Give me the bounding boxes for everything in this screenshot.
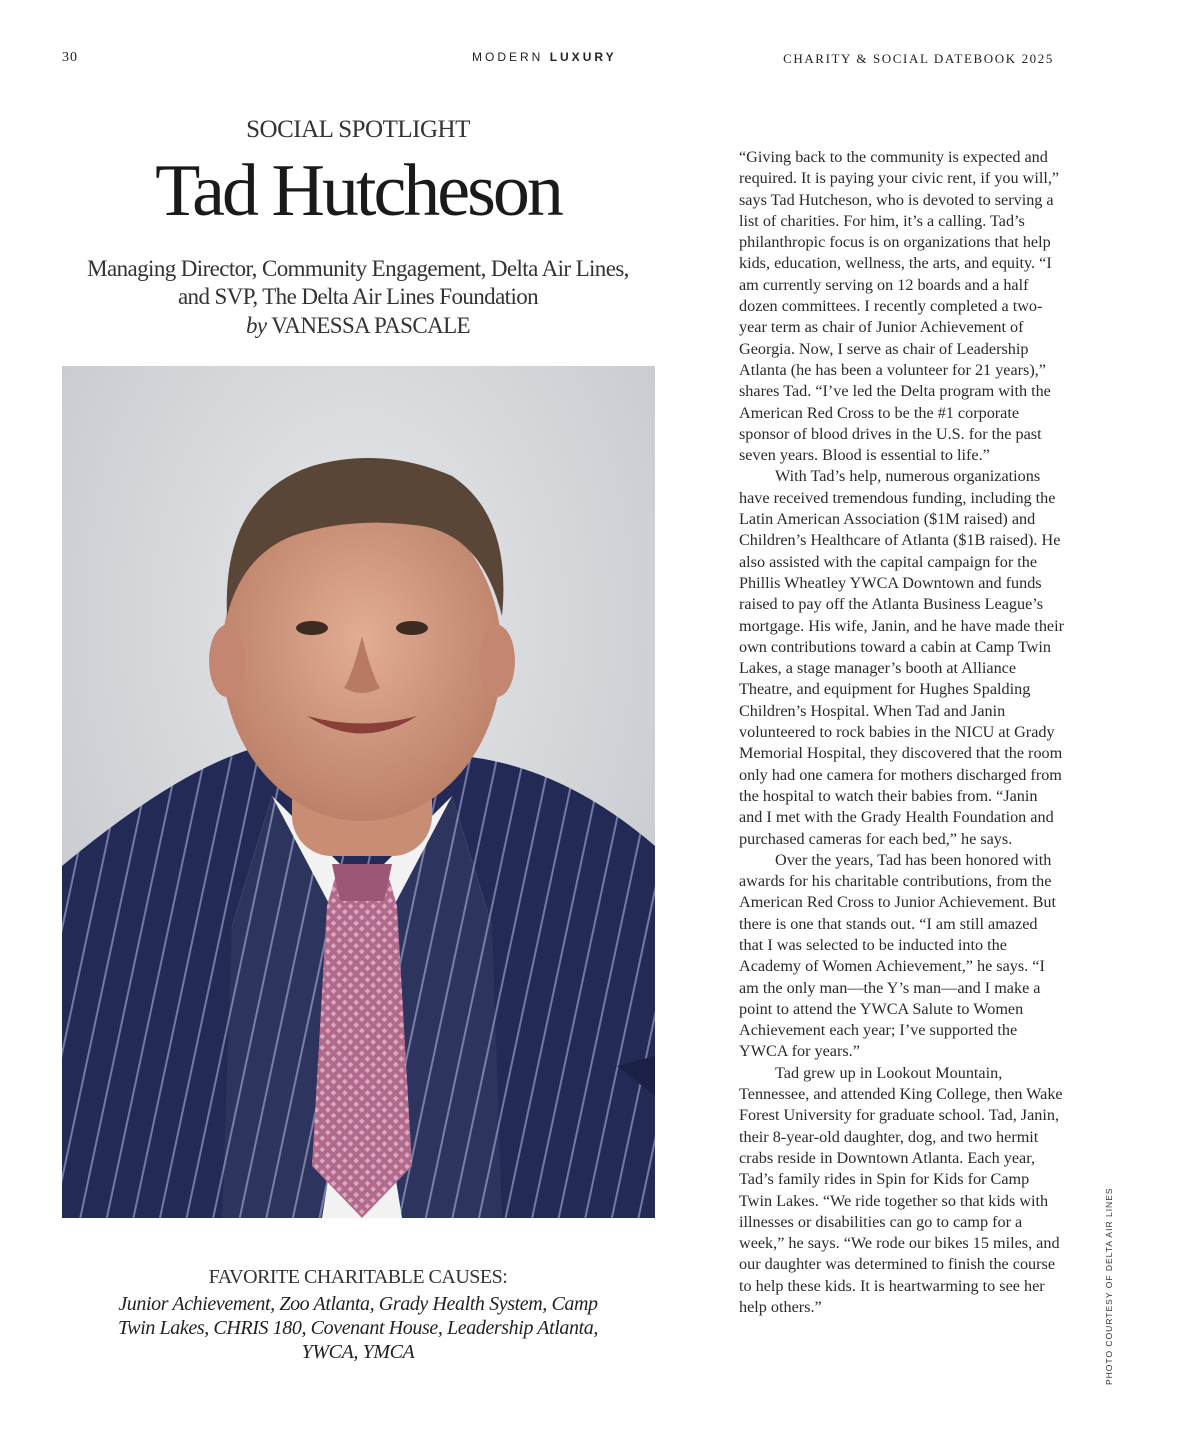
portrait-photo: [62, 366, 655, 1218]
page-number: 30: [62, 50, 78, 65]
article-paragraph: Tad grew up in Lookout Mountain, Tennessee, and attended King College, then Wake Forest University for graduate school. Tad, Janin, their 8-year-old daughter, dog, and two hermit crabs reside in Downtown Atlanta. Each year, Tad’s family rides in Spin for Kids for Camp Twin Lakes. “We ride together so that kids with illnesses or disabilities can go to camp for a week,” he says. “We rode our bikes 15 miles, and our daughter was determined to finish the course to help these kids. It is heartwarming to see her help others.”: [739, 1063, 1063, 1317]
left-ear: [209, 625, 245, 697]
causes-list: Junior Achievement, Zoo Atlanta, Grady Health System, Camp Twin Lakes, CHRIS 180, Covenant House, Leadership Atlanta, YWCA, YMCA: [118, 1293, 598, 1363]
right-ear: [479, 625, 515, 697]
left-eye: [296, 621, 328, 635]
article-subtitle: Managing Director, Community Engagement, Delta Air Lines, and SVP, The Delta Air Lines Foundation: [87, 256, 629, 309]
causes-heading: FAVORITE CHARITABLE CAUSES:: [208, 1266, 508, 1288]
article-paragraph: “Giving back to the community is expected and required. It is paying your civic rent, if you will,” says Tad Hutcheson, who is devoted to serving a list of charities. For him, it’s a calling. Tad’s philanthropic focus is on organizations that help kids, education, wellness, the arts, and equity. “I am currently serving on 12 boards and a half dozen committees. I recently completed a two-year term as chair of Junior Achievement of Georgia. Now, I serve as chair of Leadership Atlanta (he has been a volunteer for 21 years),” shares Tad. “I’ve led the Delta program with the American Red Cross to be the #1 corporate sponsor of blood drives in the U.S. for the past seven years. Blood is essential to life.”: [739, 148, 1060, 465]
article-body: [739, 147, 1064, 1318]
article-title: Tad Hutcheson: [155, 150, 561, 232]
photo-credit: PHOTO COURTESY OF DELTA AIR LINES: [1104, 1187, 1114, 1385]
byline-author: VANESSA PASCALE: [271, 313, 470, 338]
byline: [62, 312, 654, 340]
section-title: CHARITY & SOCIAL DATEBOOK 2025: [783, 51, 1054, 66]
masthead-modern: MODERN: [472, 50, 544, 64]
tie-knot: [332, 864, 392, 901]
article-kicker: SOCIAL SPOTLIGHT: [246, 116, 470, 143]
article-paragraph: Over the years, Tad has been honored with awards for his charitable contributions, from the American Red Cross to Junior Achievement. But there is one that stands out. “I am still amazed that I was selected to be inducted into the Academy of Women Achievement,” he says. “I am the only man—the Y’s man—and I make a point to attend the YWCA Salute to Women Achievement each year; I’ve supported the YWCA for years.”: [739, 850, 1056, 1061]
byline-prefix: by: [246, 313, 267, 338]
masthead-luxury: LUXURY: [549, 50, 617, 64]
necktie: [312, 871, 412, 1218]
right-eye: [396, 621, 428, 635]
article-paragraph: With Tad’s help, numerous organizations have received tremendous funding, including the Latin American Association ($1M raised) and Children’s Healthcare of Atlanta ($1B raised). He also assisted with the capital campaign for the Phillis Wheatley YWCA Downtown and funds raised to pay off the Atlanta Business League’s mortgage. His wife, Janin, and he have made their own contributions toward a cabin at Camp Twin Lakes, a stage manager’s booth at Alliance Theatre, and equipment for Hughes Spalding Children’s Hospital. When Tad and Janin volunteered to rock babies in the NICU at Grady Memorial Hospital, they discovered that the room only had one camera for mothers discharged from the hospital to watch their babies from. “Janin and I met with the Grady Health Foundation and purchased cameras for each bed,” he says.: [739, 467, 1064, 848]
masthead-logo: [472, 50, 617, 64]
